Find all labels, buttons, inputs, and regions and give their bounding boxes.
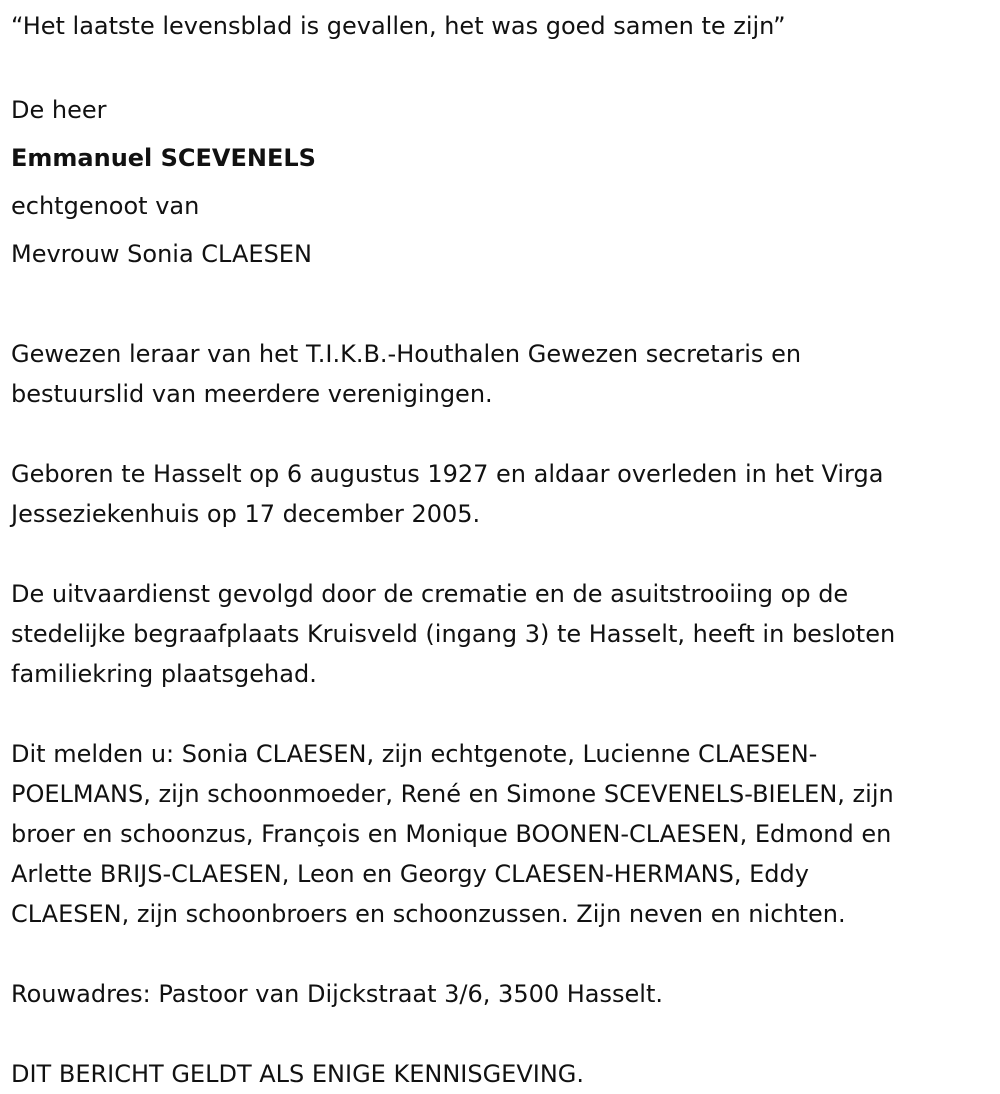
address-paragraph xyxy=(11,974,996,1014)
notice-text: DIT BERICHT GELDT ALS ENIGE KENNISGEVING. xyxy=(11,1060,585,1088)
obituary-document xyxy=(11,0,996,1094)
mourning-address: Rouwadres: Pastoor van Dijckstraat 3/6, 3500 Hasselt. xyxy=(11,980,663,1008)
funeral-line: familiekring plaatsgehad. xyxy=(11,660,317,688)
salutation: De heer xyxy=(11,96,107,124)
memorial-quote: “Het laatste levensblad is gevallen, het was goed samen te zijn” xyxy=(11,12,786,40)
deceased-block xyxy=(11,86,996,278)
family-line: Arlette BRIJS-CLAESEN, Leon en Georgy CLAESEN-HERMANS, Eddy xyxy=(11,860,809,888)
birth-death-line: Jesseziekenhuis op 17 december 2005. xyxy=(11,500,481,528)
family-line: CLAESEN, zijn schoonbroers en schoonzussen. Zijn neven en nichten. xyxy=(11,900,846,928)
spouse-name: Mevrouw Sonia CLAESEN xyxy=(11,240,312,268)
family-line: POELMANS, zijn schoonmoeder, René en Simone SCEVENELS-BIELEN, zijn xyxy=(11,780,894,808)
funeral-paragraph xyxy=(11,574,996,694)
relation-text: echtgenoot van xyxy=(11,192,200,220)
career-line: bestuurslid van meerdere verenigingen. xyxy=(11,380,493,408)
funeral-line: stedelijke begraafplaats Kruisveld (ingang 3) te Hasselt, heeft in besloten xyxy=(11,620,896,648)
funeral-line: De uitvaardienst gevolgd door de crematie en de asuitstrooiing op de xyxy=(11,580,849,608)
career-paragraph xyxy=(11,334,996,414)
family-paragraph xyxy=(11,734,996,934)
deceased-name: Emmanuel SCEVENELS xyxy=(11,144,316,172)
family-line: Dit melden u: Sonia CLAESEN, zijn echtgenote, Lucienne CLAESEN- xyxy=(11,740,818,768)
birth-death-paragraph xyxy=(11,454,996,534)
family-line: broer en schoonzus, François en Monique BOONEN-CLAESEN, Edmond en xyxy=(11,820,892,848)
notice-paragraph xyxy=(11,1054,996,1094)
birth-death-line: Geboren te Hasselt op 6 augustus 1927 en aldaar overleden in het Virga xyxy=(11,460,884,488)
career-line: Gewezen leraar van het T.I.K.B.-Houthalen Gewezen secretaris en xyxy=(11,340,802,368)
